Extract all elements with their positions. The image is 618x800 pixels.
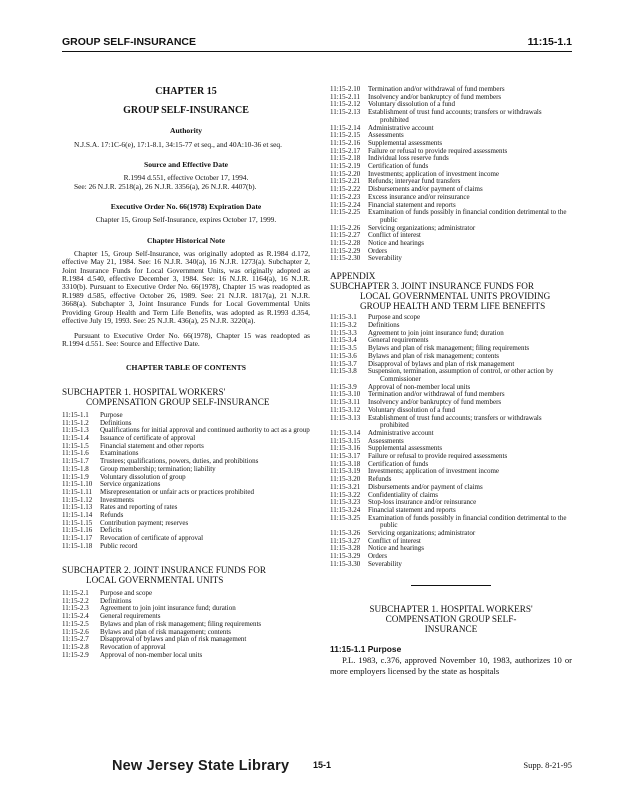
toc-entry-title: Public record (100, 541, 138, 550)
toc-entry-title: Refunds; interyear fund transfers (368, 177, 461, 186)
toc-entry-title: Termination and/or withdrawal of fund members (368, 85, 505, 93)
toc-entry (330, 132, 572, 140)
header-section-number: 11:15-1.1 (527, 36, 572, 48)
toc-entry-title: Contribution payment; reserves (100, 518, 189, 527)
toc-entry-title: Conflict of interest (368, 231, 421, 240)
chapter-title: GROUP SELF-INSURANCE (123, 105, 249, 117)
section-divider (411, 585, 491, 586)
toc-entry-title: Trustees; qualifications, powers, duties, and prohibitions (100, 457, 259, 466)
toc-entry-number: 11:15-2.9 (62, 650, 89, 659)
toc-entry-number: 11:15-2.23 (330, 192, 361, 201)
toc-entry-number: 11:15-3.1 (330, 313, 357, 322)
toc-entry-number: 11:15-2.15 (330, 131, 361, 140)
toc-entry (330, 148, 572, 156)
toc-entry-number: 11:15-3.8 (330, 367, 357, 376)
toc-entry-title: Investments; application of investment income (368, 467, 500, 476)
toc-entry-number: 11:15-2.17 (330, 146, 361, 155)
source-heading: Source and Effective Date (143, 160, 228, 170)
subchapter-2-toc-continued (330, 86, 572, 263)
toc-entry-title: Servicing organizations; administrator (368, 223, 476, 232)
toc-entry-title: Conflict of interest (368, 536, 421, 545)
toc-entry-number: 11:15-3.13 (330, 413, 361, 422)
authority-text: N.J.S.A. 17:1C-6(e), 17:1-8.1, 34:15-77 et seq., and 40A:10-36 et seq. (74, 139, 282, 149)
toc-entry (330, 155, 572, 163)
toc-entry-number: 11:15-3.15 (330, 436, 361, 445)
header-title: GROUP SELF-INSURANCE (62, 36, 196, 48)
source-see: See: 26 N.J.R. 2518(a), 26 N.J.R. 3356(a), 26 N.J.R. 4407(b). (74, 181, 257, 191)
toc-entry-number: 11:15-3.23 (330, 498, 361, 507)
toc-entry-number: 11:15-3.19 (330, 467, 361, 476)
toc-entry-title: General requirements (368, 336, 429, 345)
toc-entry-number: 11:15-1.18 (62, 541, 93, 550)
toc-entry-title: Assessments (368, 131, 404, 140)
toc-entry-number: 11:15-2.12 (330, 100, 361, 109)
toc-entry (330, 330, 572, 338)
toc-entry-number: 11:15-1.9 (62, 472, 89, 481)
toc-entry-number: 11:15-1.6 (62, 449, 89, 458)
toc-entry-number: 11:15-2.22 (330, 185, 361, 194)
appendix-label: APPENDIX (330, 271, 376, 282)
toc-entry-title: Voluntary dissolution of a fund (368, 100, 455, 109)
toc-entry-title: Service organizations (100, 480, 161, 489)
toc-entry-title: Confidentiality of claims (368, 490, 438, 499)
toc-entry (330, 314, 572, 322)
toc-entry-title: Disapproval of bylaws and plan of risk management (368, 359, 515, 368)
toc-entry-title: Purpose and scope (368, 313, 421, 322)
toc-entry-number: 11:15-3.12 (330, 405, 361, 414)
toc-entry-number: 11:15-3.7 (330, 359, 357, 368)
toc-entry-title: Termination and/or withdrawal of fund members (368, 390, 505, 399)
toc-entry (330, 125, 572, 133)
toc-entry (330, 553, 572, 561)
toc-entry-title: Qualifications for initial approval and continued authority to act as a group (100, 426, 310, 435)
toc-entry (330, 415, 572, 430)
toc-entry-title: Rates and reporting of rates (100, 503, 178, 512)
toc-entry-number: 11:15-3.10 (330, 390, 361, 399)
toc-entry (330, 240, 572, 248)
toc-entry (62, 652, 310, 660)
toc-entry-title: Notice and hearings (368, 239, 424, 248)
toc-entry-number: 11:15-1.8 (62, 464, 89, 473)
toc-entry-title: Severability (368, 254, 402, 263)
toc-entry (62, 543, 310, 551)
toc-entry-number: 11:15-2.26 (330, 223, 361, 232)
toc-entry-title: Group membership; termination; liability (100, 464, 216, 473)
toc-entry-number: 11:15-3.4 (330, 336, 357, 345)
toc-entry-number: 11:15-3.2 (330, 321, 357, 330)
toc-entry-number: 11:15-1.15 (62, 518, 93, 527)
toc-entry-number: 11:15-1.10 (62, 480, 93, 489)
toc-entry-number: 11:15-3.25 (330, 513, 361, 522)
toc-entry-title: Purpose (100, 410, 123, 419)
toc-entry-title: Administrative account (368, 123, 434, 132)
toc-entry-title: Supplemental assessments (368, 138, 443, 147)
toc-entry-number: 11:15-3.21 (330, 482, 361, 491)
library-watermark-logo: New Jersey State Library (112, 758, 290, 774)
toc-entry-number: 11:15-1.1 (62, 410, 89, 419)
toc-entry-title: Definitions (100, 418, 132, 427)
toc-entry-title: Definitions (100, 596, 132, 605)
toc-entry-number: 11:15-2.13 (330, 108, 361, 117)
toc-entry-title: Examination of funds possibly in financial condition detrimental to the public (368, 513, 567, 530)
subchapter-2-heading: SUBCHAPTER 2. JOINT INSURANCE FUNDS FOR LOCAL GOVERNMENTAL UNITS (62, 564, 267, 585)
toc-entry-title: Notice and hearings (368, 544, 424, 553)
running-header (62, 32, 572, 52)
source-text: R.1994 d.551, effective October 17, 1994. (123, 173, 249, 183)
toc-entry-number: 11:15-2.14 (330, 123, 361, 132)
toc-entry-title: Stop-loss insurance and/or reinsurance (368, 498, 477, 507)
toc-entry (330, 515, 572, 530)
toc-entry-number: 11:15-3.28 (330, 544, 361, 553)
toc-entry (330, 430, 572, 438)
toc-entry-title: Disbursements and/or payment of claims (368, 185, 483, 194)
toc-entry (330, 468, 572, 476)
toc-entry-number: 11:15-1.17 (62, 534, 93, 543)
toc-entry-title: Insolvency and/or bankruptcy of fund members (368, 92, 502, 101)
supplement-date: Supp. 8-21-95 (523, 760, 572, 770)
toc-entry-title: Insolvency and/or bankruptcy of fund members (368, 398, 502, 407)
toc-entry (330, 561, 572, 569)
toc-entry-number: 11:15-2.30 (330, 254, 361, 263)
toc-entry-title: Examination of funds possibly in financial condition detrimental to the public (368, 208, 567, 224)
toc-entry-number: 11:15-2.24 (330, 200, 361, 209)
toc-entry-number: 11:15-1.12 (62, 495, 93, 504)
toc-entry-number: 11:15-3.17 (330, 452, 361, 461)
toc-entry-title: Approval of non-member local units (100, 650, 203, 659)
body-subchapter-heading: SUBCHAPTER 1. HOSPITAL WORKERS' COMPENSATION GROUP SELF- INSURANCE (369, 603, 533, 635)
toc-entry-title: Certification of funds (368, 162, 429, 171)
section-text: P.L. 1983, c.376, approved November 10, 1983, authorizes 10 or more employers licensed by the state as hospitals (330, 655, 572, 676)
subchapter-2-toc (62, 590, 310, 659)
toc-entry-number: 11:15-2.3 (62, 604, 89, 613)
toc-entry-title: Financial statement and other reports (100, 441, 204, 450)
toc-entry-title: Failure or refusal to provide required assessments (368, 146, 508, 155)
toc-entry-number: 11:15-3.29 (330, 552, 361, 561)
toc-entry-title: Individual loss reserve funds (368, 154, 449, 163)
toc-entry-number: 11:15-3.6 (330, 351, 357, 360)
toc-entry-title: Bylaws and plan of risk management; filing requirements (100, 619, 262, 628)
toc-entry-number: 11:15-3.26 (330, 529, 361, 538)
toc-entry-title: Refunds (100, 511, 124, 520)
toc-entry (330, 438, 572, 446)
toc-entry-number: 11:15-1.13 (62, 503, 93, 512)
toc-entry-number: 11:15-3.16 (330, 444, 361, 453)
chapter-number: CHAPTER 15 (155, 86, 217, 97)
toc-entry-number: 11:15-2.7 (62, 635, 89, 644)
toc-entry-title: Orders (368, 246, 388, 255)
toc-entry-number: 11:15-3.22 (330, 490, 361, 499)
toc-entry-number: 11:15-3.11 (330, 398, 361, 407)
historical-note-readoption: Pursuant to Executive Order No. 66(1978), Chapter 15 was readopted as R.1994 d.551. See: Source and Effective Date. (62, 330, 310, 348)
toc-entry-title: Disapproval of bylaws and plan of risk management (100, 635, 247, 644)
toc-entry-number: 11:15-2.5 (62, 619, 89, 628)
toc-entry-number: 11:15-2.1 (62, 588, 89, 597)
toc-entry (330, 225, 572, 233)
toc-entry-number: 11:15-1.14 (62, 511, 93, 520)
toc-entry-title: Disbursements and/or payment of claims (368, 482, 483, 491)
toc-entry (330, 232, 572, 240)
toc-entry-title: Approval of non-member local units (368, 382, 471, 391)
toc-entry-title: Establishment of trust fund accounts; transfers or withdrawals prohibited (368, 108, 542, 124)
toc-entry-number: 11:15-2.4 (62, 612, 89, 621)
toc-entry (330, 255, 572, 263)
toc-entry-title: Deficits (100, 526, 123, 535)
subchapter-1-toc (62, 412, 310, 551)
toc-entry (330, 368, 572, 383)
page-number: 15-1 (313, 760, 332, 770)
toc-entry-title: Establishment of trust fund accounts; transfers or withdrawals prohibited (368, 413, 542, 430)
toc-entry-title: Assessments (368, 436, 404, 445)
toc-entry-title: Voluntary dissolution of group (100, 472, 186, 481)
toc-entry (330, 530, 572, 538)
toc-entry-number: 11:15-3.9 (330, 382, 357, 391)
toc-entry-title: Investments; application of investment income (368, 169, 500, 178)
toc-entry-title: Bylaws and plan of risk management; contents (368, 351, 500, 360)
toc-entry-number: 11:15-2.27 (330, 231, 361, 240)
toc-entry (330, 109, 572, 124)
toc-entry-number: 11:15-2.25 (330, 208, 361, 217)
toc-entry-title: Definitions (368, 321, 400, 330)
subchapter-3-heading: SUBCHAPTER 3. JOINT INSURANCE FUNDS FOR LOCAL GOVERNMENTAL UNITS PROVIDING GROUP HEALTH AND TERM LIFE BENEFITS (330, 281, 551, 312)
toc-entry-number: 11:15-2.18 (330, 154, 361, 163)
toc-entry-number: 11:15-2.8 (62, 642, 89, 651)
toc-entry (330, 209, 572, 224)
toc-entry-number: 11:15-3.30 (330, 559, 361, 568)
toc-entry-title: Servicing organizations; administrator (368, 529, 476, 538)
toc-entry-title: Examinations (100, 449, 139, 458)
toc-entry-title: Administrative account (368, 428, 434, 437)
toc-entry-title: Agreement to join joint insurance fund; duration (368, 328, 504, 337)
toc-entry-number: 11:15-1.16 (62, 526, 93, 535)
left-column (62, 86, 310, 659)
toc-entry-number: 11:15-2.29 (330, 246, 361, 255)
toc-entry-number: 11:15-1.2 (62, 418, 89, 427)
toc-entry-number: 11:15-1.4 (62, 434, 89, 443)
toc-entry-title: Revocation of certificate of approval (100, 534, 204, 543)
toc-entry-number: 11:15-3.18 (330, 459, 361, 468)
executive-order-heading: Executive Order No. 66(1978) Expiration Date (110, 202, 262, 212)
toc-entry-number: 11:15-2.2 (62, 596, 89, 605)
executive-order-text: Chapter 15, Group Self-Insurance, expires October 17, 1999. (95, 215, 277, 225)
toc-entry (330, 453, 572, 461)
toc-entry-title: Excess insurance and/or reinsurance (368, 192, 470, 201)
toc-entry-number: 11:15-2.16 (330, 138, 361, 147)
toc-entry-number: 11:15-3.5 (330, 344, 357, 353)
toc-entry-number: 11:15-2.19 (330, 162, 361, 171)
section-heading: 11:15-1.1 Purpose (330, 643, 402, 654)
toc-entry-title: Severability (368, 559, 402, 568)
toc-entry-title: Financial statement and reports (368, 200, 456, 209)
toc-entry-number: 11:15-2.6 (62, 627, 89, 636)
historical-note-heading: Chapter Historical Note (147, 235, 225, 245)
toc-entry-title: Certification of funds (368, 459, 429, 468)
toc-entry-title: Bylaws and plan of risk management; filing requirements (368, 344, 530, 353)
toc-entry-title: Purpose and scope (100, 588, 153, 597)
toc-entry-number: 11:15-1.11 (62, 487, 93, 496)
toc-entry-number: 11:15-2.10 (330, 85, 361, 93)
toc-entry-title: Bylaws and plan of risk management; contents (100, 627, 232, 636)
toc-entry-number: 11:15-2.21 (330, 177, 361, 186)
authority-heading: Authority (169, 126, 203, 136)
toc-entry-number: 11:15-3.20 (330, 475, 361, 484)
toc-entry-title: Refunds (368, 475, 392, 484)
toc-entry-number: 11:15-3.27 (330, 536, 361, 545)
subchapter-3-toc (330, 314, 572, 568)
right-column (330, 86, 572, 676)
toc-entry-title: Failure or refusal to provide required assessments (368, 452, 508, 461)
toc-entry-number: 11:15-3.3 (330, 328, 357, 337)
toc-entry-title: Financial statement and reports (368, 505, 456, 514)
toc-entry-number: 11:15-3.24 (330, 505, 361, 514)
subchapter-1-heading: SUBCHAPTER 1. HOSPITAL WORKERS' COMPENSATION GROUP SELF-INSURANCE (62, 386, 270, 407)
toc-entry-title: Suspension, termination, assumption of control, or other action by Commissioner (368, 367, 554, 383)
toc-entry (330, 484, 572, 492)
toc-entry (330, 545, 572, 553)
toc-entry-title: Agreement to join joint insurance fund; duration (100, 604, 236, 613)
toc-entry-number: 11:15-2.11 (330, 92, 361, 101)
toc-entry-number: 11:15-2.20 (330, 169, 361, 178)
toc-entry-title: Revocation of approval (100, 642, 166, 651)
toc-entry-number: 11:15-1.5 (62, 441, 89, 450)
toc-entry-title: Misrepresentation or unfair acts or practices prohibited (100, 487, 254, 496)
toc-entry-title: Investments (100, 495, 134, 504)
toc-entry-title: General requirements (100, 612, 161, 621)
toc-entry-number: 11:15-3.14 (330, 428, 361, 437)
toc-entry-number: 11:15-1.3 (62, 426, 89, 435)
toc-entry-title: Orders (368, 552, 388, 561)
toc-entry (330, 538, 572, 546)
toc-entry-title: Issuance of certificate of approval (100, 434, 196, 443)
toc-entry-title: Supplemental assessments (368, 444, 443, 453)
toc-entry (330, 248, 572, 256)
table-of-contents-heading: CHAPTER TABLE OF CONTENTS (126, 363, 246, 373)
historical-note-text: Chapter 15, Group Self-Insurance, was originally adopted as R.1984 d.172, effective May 21, 1984. See: 16 N.J.R. 340(a), 16 N.J.R. 1273(a). Subchapter 2, Joint Insurance Funds for Local Government Units, was originally adopted as R.1984 d.540, effective December 3, 1984. See: 16 N.J.R. 1164(a), 16 N.J.R. 3310(b). Pursuant to Executive Order No. 66(1978), Chapter 15 was readopted as R.1989 d.585, effective October 26, 1989. See: 21 N.J.R. 1817(a), 21 N.J.R. 3668(a). Subchapter 3, Joint Insurance Funds for Local Governmental Units Providing Group Health and Term Life Benefits, was adopted as R.1993 d.354, effective July 19, 1993. See: 25 N.J.R. 436(a), 25 N.J.R. 3220(a). (62, 248, 310, 326)
toc-entry-number: 11:15-2.28 (330, 239, 361, 248)
toc-entry-title: Voluntary dissolution of a fund (368, 405, 455, 414)
toc-entry-number: 11:15-1.7 (62, 457, 89, 466)
